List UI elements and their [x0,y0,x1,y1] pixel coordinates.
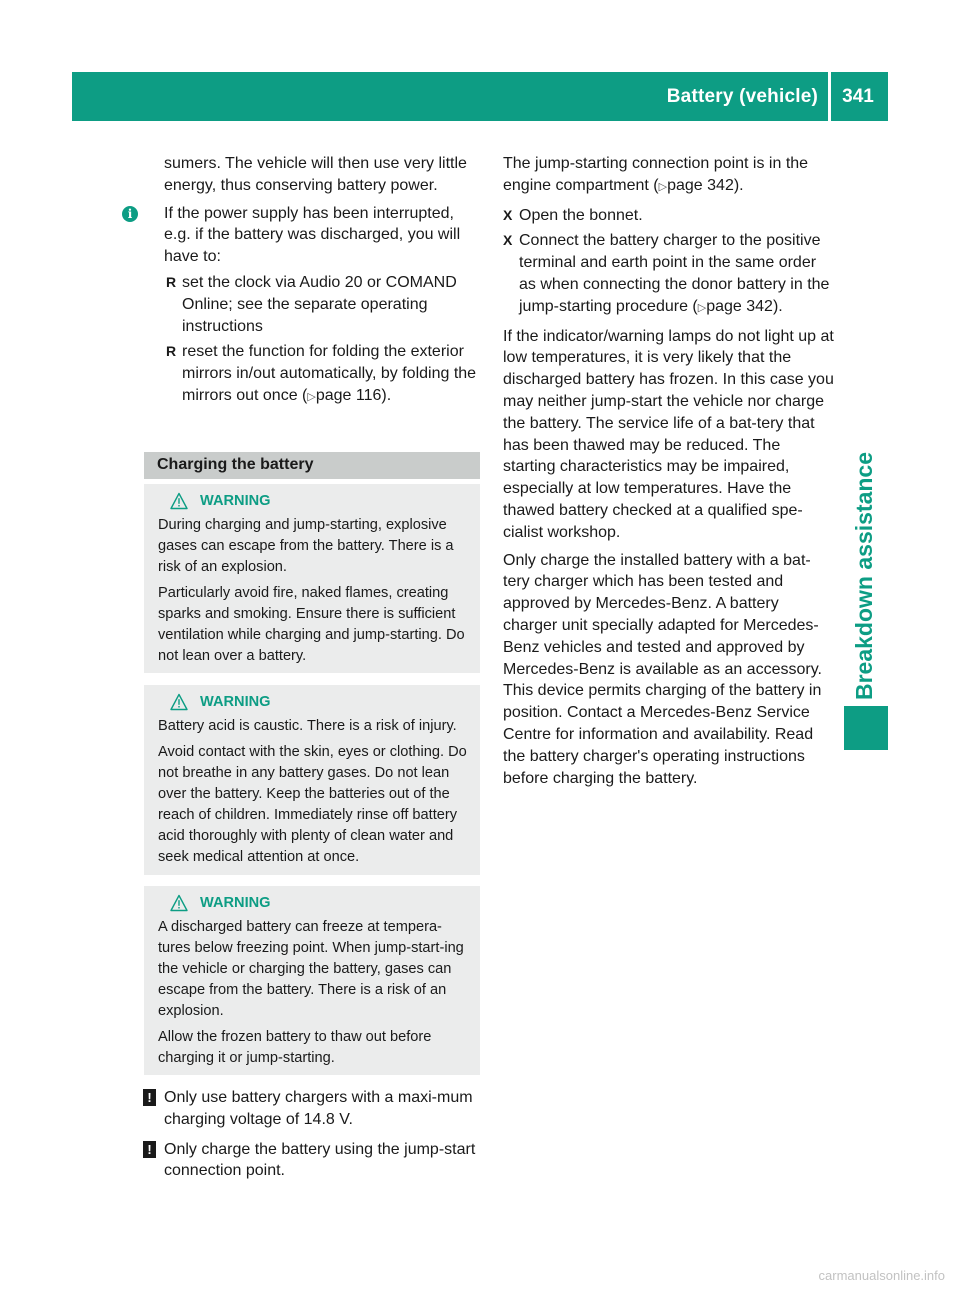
list-item-text: set the clock via Audio 20 or COMAND Online; see the separate operating instructions [182,273,457,335]
info-note [127,203,480,268]
footer-watermark: carmanualsonline.info [818,1268,945,1283]
warning-triangle-icon [170,894,188,912]
header-bar [72,72,888,121]
bullet-marker: R [166,343,177,360]
page-ref-link[interactable]: page 116). [315,386,392,404]
paragraph: Only charge the installed battery with a bat-tery charger which has been tested and approved by Mercedes-Benz. A battery charger unit specially adapted for Mercedes-Benz vehicles and tested and approved by Mercedes-Benz is available as an accessory. This device permits charging of the battery in position. Contact a Mercedes-Benz Service Centre for information and availability. Read the battery charger's operating instructions before charging the battery. [503,551,822,787]
warning-text: Particularly avoid fire, naked flames, creating sparks and smoking. Ensure there is sufficient ventilation while charging and jump-starting. Do not lean over a battery. [158,585,465,664]
page-ref-arrow-icon: ▷ [307,390,316,403]
exclamation-icon: ! [143,1141,156,1158]
warning-box [144,886,480,1075]
page-ref-link[interactable]: page 342). [706,297,783,315]
exclamation-icon: ! [143,1089,156,1106]
warning-triangle-icon [170,693,188,711]
list-item-text: reset the function for folding the exterior mirrors in/out automatically, by folding the mirrors out once ( [182,343,477,404]
warning-text: Battery acid is caustic. There is a risk of injury. [158,718,457,734]
warning-text: Avoid contact with the skin, eyes or clothing. Do not breathe in any battery gases. Do not lean over the battery. Keep the batteries out of the reach of children. Immediately rinse off battery acid thoroughly with plenty of clean water and seek medical attention at once. [158,744,467,865]
intro-text: sumers. The vehicle will then use very little energy, thus conserving battery power. [164,155,467,194]
paragraph: If the indicator/warning lamps do not light up at low temperatures, it is very likely that the discharged battery has frozen. In this case you may neither jump-start the vehicle nor charge the battery. The service life of a bat-tery that has been thawed may be reduced. The starting characteristics may be impaired, especially at low temperatures. Have the thawed battery checked at a qualified spe-cialist workshop. [503,327,834,541]
warning-box [144,685,480,875]
page-ref-arrow-icon: ▷ [697,301,707,314]
step-text: Connect the battery charger to the positive terminal and earth point in the same order as when connecting the donor battery in the jump-starting procedure ( [519,232,830,315]
caution-note [144,1139,480,1183]
warning-box [144,484,480,673]
note-text: Only use battery chargers with a maxi-mum charging voltage of 14.8 V. [164,1089,473,1128]
step-item [503,205,835,227]
page-number: 341 [842,86,874,107]
info-text: If the power supply has been interrupted, e.g. if the battery was discharged, you will have to: [164,204,461,266]
left-column [127,153,480,413]
info-icon: i [122,206,138,222]
section-title: Charging the battery [157,456,314,473]
side-tab-label: Breakdown assistance [851,451,877,700]
warning-title: WARNING [200,694,271,710]
header-title: Battery (vehicle) [666,86,818,107]
bullet-marker: R [166,273,177,290]
page-ref-arrow-icon: ▷ [658,180,668,193]
right-column [503,153,835,795]
list-item [144,272,480,337]
step-text: Open the bonnet. [519,206,643,224]
section-heading [144,452,480,479]
step-marker: X [503,206,513,223]
warning-title: WARNING [200,493,271,509]
paragraph [503,153,835,199]
warning-text: A discharged battery can freeze at tempera-tures below freezing point. When jump-start-ing the vehicle or charging the battery, gases can escape from the battery. There is a risk of an explosion. [158,919,464,1019]
step-item [503,230,835,319]
note-text: Only charge the battery using the jump-start connection point. [164,1140,476,1180]
page-ref-link[interactable]: page 342). [667,176,744,194]
notes [144,1087,480,1190]
warning-text: During charging and jump-starting, explosive gases can escape from the battery. There is a risk of an explosion. [158,517,454,575]
warning-title: WARNING [200,895,271,911]
warning-triangle-icon [170,492,188,510]
paragraph-text: The jump-starting connection point is in the engine compartment ( [503,155,809,194]
warning-text: Allow the frozen battery to thaw out before charging it or jump-starting. [158,1029,432,1066]
header-separator [828,72,831,121]
step-marker: X [503,232,513,249]
caution-note [144,1087,480,1131]
list-item [144,341,480,408]
side-tab-marker [844,706,888,750]
